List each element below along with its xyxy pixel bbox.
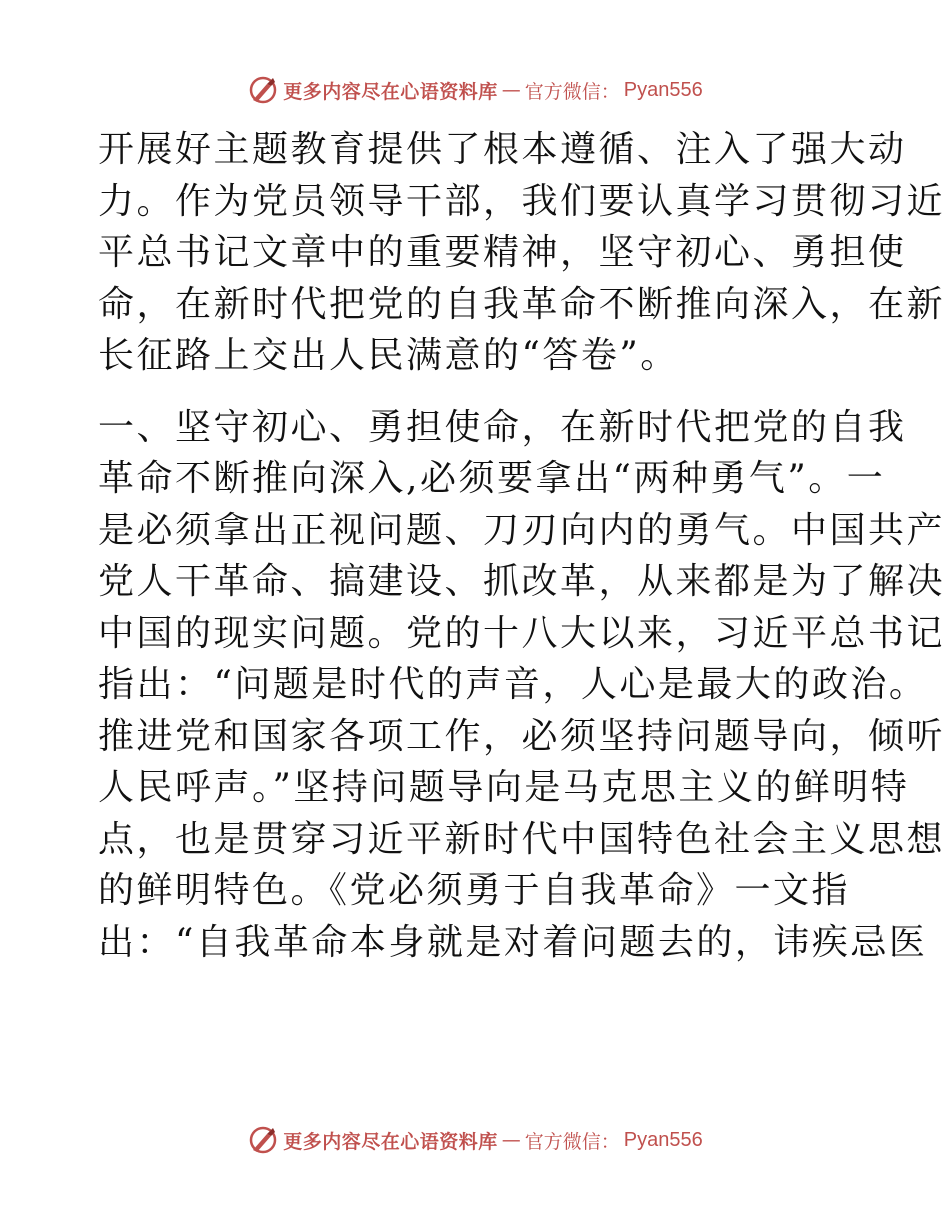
watermark-text: 更多内容尽在心语资料库 bbox=[283, 1130, 498, 1153]
watermark-wechat-id: Pyan556 bbox=[623, 78, 703, 101]
text-line: 开展好主题教育提供了根本遵循、注入了强大动 bbox=[98, 129, 907, 170]
watermark-text: 更多内容尽在心语资料库 bbox=[283, 80, 498, 103]
text-line: 是必须拿出正视问题、刀刃向内的勇气。中国共产 bbox=[98, 509, 946, 551]
text-line: 人民呼声。”坚持问题导向是马克思主义的鲜明特 bbox=[98, 767, 910, 808]
watermark-dash: — bbox=[501, 79, 521, 101]
watermark-label: 官方微信： bbox=[524, 80, 620, 103]
pen-logo-icon bbox=[247, 74, 279, 106]
text-line: 革命不断推向深入,必须要拿出“两种勇气”。一 bbox=[98, 458, 886, 499]
section-heading-line: 一、坚守初心、勇担使命，在新时代把党的自我 bbox=[98, 406, 907, 448]
text-line: 指出：“问题是时代的声音，人心是最大的政治。 bbox=[98, 664, 928, 705]
text-line: 命，在新时代把党的自我革命不断推向深入，在新 bbox=[98, 283, 946, 325]
footer-watermark bbox=[0, 1120, 950, 1160]
text-line: 长征路上交出人民满意的“答卷”。 bbox=[98, 335, 679, 376]
text-line: 中国的现实问题。党的十八大以来，习近平总书记 bbox=[98, 612, 946, 654]
text-line: 的鲜明特色。《党必须勇于自我革命》一文指 bbox=[98, 870, 851, 911]
text-line: 点，也是贯穿习近平新时代中国特色社会主义思想 bbox=[98, 818, 946, 860]
pen-logo-icon bbox=[247, 1124, 279, 1156]
text-line: 平总书记文章中的重要精神，坚守初心、勇担使 bbox=[98, 232, 907, 273]
text-line: 推进党和国家各项工作，必须坚持问题导向，倾听 bbox=[98, 715, 946, 757]
header-watermark bbox=[0, 70, 950, 110]
text-line: 出：“自我革命本身就是对着问题去的，讳疾忌医 bbox=[98, 921, 928, 963]
watermark-dash: — bbox=[501, 1129, 521, 1151]
text-line: 力。作为党员领导干部，我们要认真学习贯彻习近 bbox=[98, 180, 946, 222]
watermark-wechat-id: Pyan556 bbox=[623, 1128, 703, 1151]
text-line: 党人干革命、搞建设、抓改革，从来都是为了解决 bbox=[98, 561, 946, 602]
watermark-label: 官方微信： bbox=[524, 1130, 620, 1153]
paragraph-gap bbox=[98, 382, 858, 402]
body-text bbox=[98, 124, 946, 968]
